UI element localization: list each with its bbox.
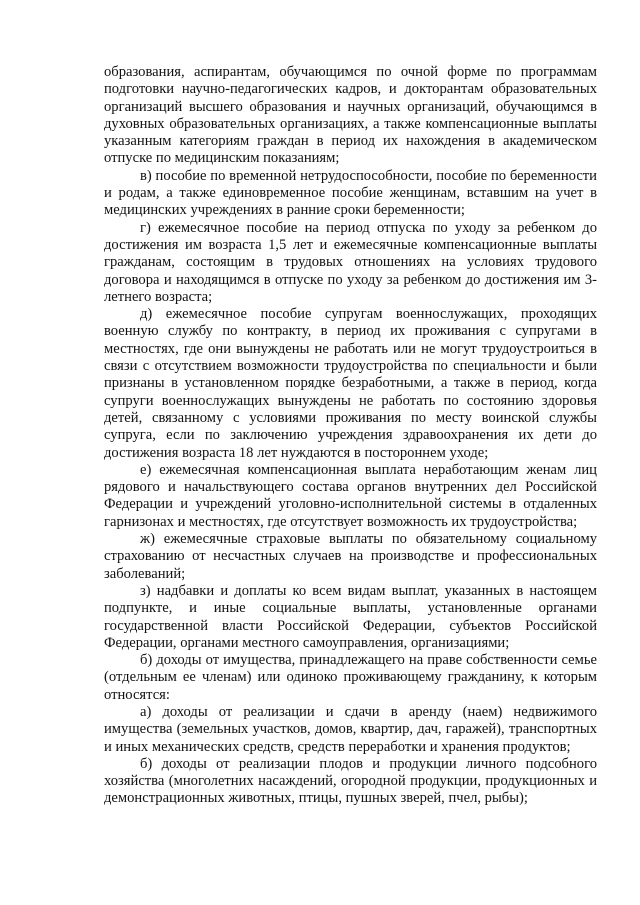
- paragraph-subitem-a: а) доходы от реализации и сдачи в аренду (наем) недвижимого имущества (земельных участков, домов, квартир, дач, гаражей), транспортных и иных механических средств, средств переработки и хранения продуктов;: [104, 703, 597, 755]
- paragraph-item-g: г) ежемесячное пособие на период отпуска по уходу за ребенком до достижения им возраста 1,5 лет и ежемесячные компенсационные выплаты гражданам, состоящим в трудовых отношениях на условиях трудового договора и находящимся в отпуске по уходу за ребенком до достижения им 3-летнего возраста;: [104, 219, 597, 305]
- paragraph-section-b: б) доходы от имущества, принадлежащего на праве собственности семье (отдельным ее членам) или одиноко проживающему гражданину, к которым относятся:: [104, 652, 597, 703]
- document-page: [104, 64, 597, 808]
- paragraph-item-d: д) ежемесячное пособие супругам военнослужащих, проходящих военную службу по контракту, в период их проживания с супругами в местностях, где они вынуждены не работать или не могут трудоустроиться в связи с отсутствием возможности трудоустройства по специальности и были признаны в установленном порядке безработными, а также в период, когда супруги военнослужащих вынуждены не работать по состоянию здоровья детей, связанному с условиями проживания по месту воинской службы супруга, если по заключению учреждения здравоохранения их дети до достижения возраста 18 лет нуждаются в постороннем уходе;: [104, 306, 597, 461]
- paragraph-continuation: образования, аспирантам, обучающимся по очной форме по программам подготовки научно-педагогических кадров, и докторантам образовательных организаций высшего образования и научных организаций, обучающимся в духовных образовательных организациях, а также компенсационные выплаты указанным категориям граждан в период их нахождения в академическом отпуске по медицинским показаниям;: [104, 64, 597, 167]
- paragraph-item-v: в) пособие по временной нетрудоспособности, пособие по беременности и родам, а также единовременное пособие женщинам, вставшим на учет в медицинских учреждениях в ранние сроки беременности;: [104, 167, 597, 219]
- paragraph-item-e: е) ежемесячная компенсационная выплата неработающим женам лиц рядового и начальствующего состава органов внутренних дел Российской Федерации и учреждений уголовно-исполнительной системы в отдаленных гарнизонах и местностях, где отсутствует возможность их трудоустройства;: [104, 461, 597, 530]
- paragraph-item-z: з) надбавки и доплаты ко всем видам выплат, указанных в настоящем подпункте, и иные социальные выплаты, установленные органами государственной власти Российской Федерации, субъектов Российской Федерации, органами местного самоуправления, организациями;: [104, 582, 597, 651]
- paragraph-subitem-b: б) доходы от реализации плодов и продукции личного подсобного хозяйства (многолетних насаждений, огородной продукции, продукционных и демонстрационных животных, птицы, пушных зверей, пчел, рыбы);: [104, 755, 597, 807]
- paragraph-item-zh: ж) ежемесячные страховые выплаты по обязательному социальному страхованию от несчастных случаев на производстве и профессиональных заболеваний;: [104, 531, 597, 582]
